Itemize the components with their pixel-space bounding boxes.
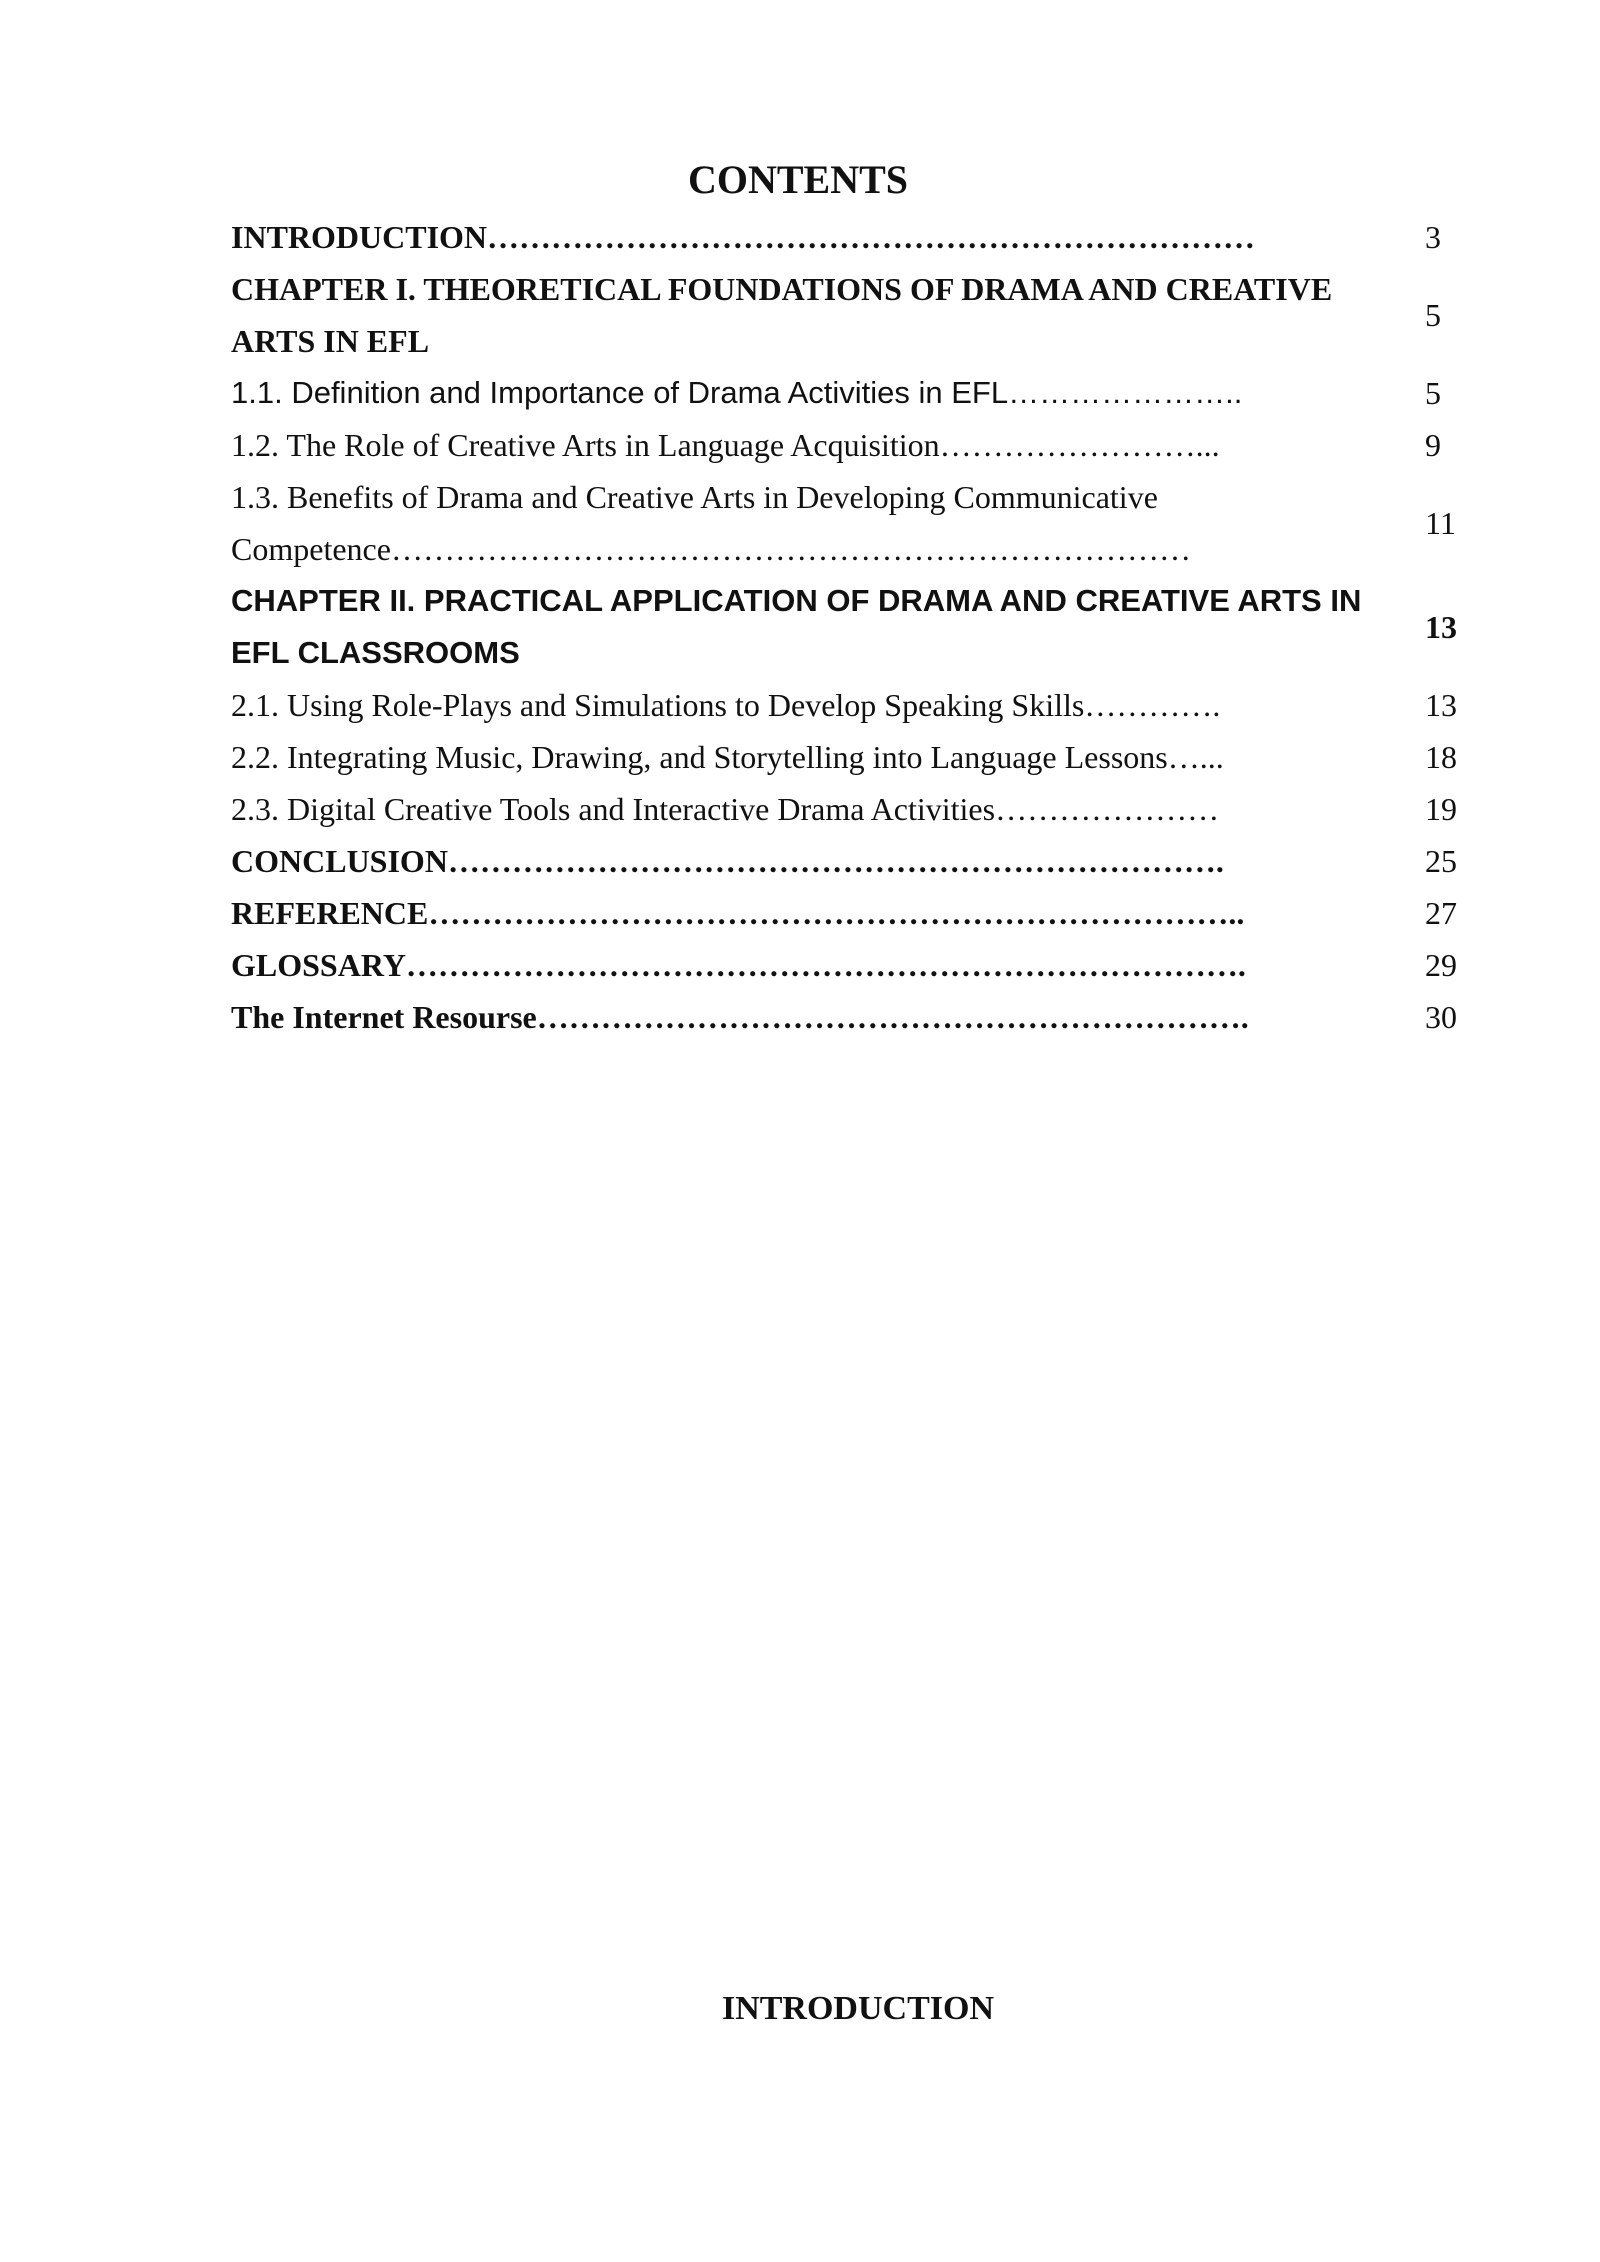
toc-entry-text: 2.2. Integrating Music, Drawing, and Storytelling into Language Lessons…... [231,739,1224,775]
toc-entry-text: CONCLUSION………………………………………………………………. [231,843,1224,879]
toc-entry-glossary [231,939,1493,991]
toc-entry-section-1-3 [231,471,1493,575]
toc-entry-page: 13 [1425,687,1457,723]
toc-entry-page: 19 [1425,791,1457,827]
toc-entry-text: 1.3. Benefits of Drama and Creative Arts in Developing Communicative Competence………………………………………………………………… [231,479,1191,567]
toc-entry-text: INTRODUCTION……………………………………………………………… [231,219,1256,255]
toc-entry-page: 5 [1425,375,1441,411]
toc-entry-text: CHAPTER I. THEORETICAL FOUNDATIONS OF DRAMA AND CREATIVE ARTS IN EFL [231,271,1339,359]
toc-entry-page: 29 [1425,947,1457,983]
toc-entry-text: 1.2. The Role of Creative Arts in Language Acquisition……………………... [231,427,1220,463]
toc-entry-chapter-1 [231,263,1493,367]
toc-entry-page: 5 [1425,297,1441,333]
toc-entry-page: 11 [1425,505,1456,541]
toc-entry-text: 2.1. Using Role-Plays and Simulations to Develop Speaking Skills…………. [231,687,1221,723]
toc-entry-conclusion [231,835,1493,887]
toc-entry-page: 25 [1425,843,1457,879]
toc-entry-section-2-2 [231,731,1493,783]
table-of-contents [231,211,1493,1043]
introduction-heading-text: INTRODUCTION [721,1990,995,2027]
toc-entry-text: 2.3. Digital Creative Tools and Interactive Drama Activities………………… [231,791,1220,827]
toc-entry-internet-resourse [231,991,1493,1043]
toc-entry-section-1-1 [231,367,1493,419]
introduction-heading [0,1985,1600,2033]
toc-entry-section-2-1 [231,679,1493,731]
toc-entry-page: 13 [1425,609,1457,645]
toc-entry-text: GLOSSARY……………………………………………………………………. [231,947,1246,983]
toc-entry-introduction [231,211,1493,263]
toc-entry-text: 1.1. Definition and Importance of Drama Activities in EFL………………….. [231,375,1243,410]
toc-entry-page: 27 [1425,895,1457,931]
toc-entry-page: 3 [1425,219,1441,255]
toc-entry-text: CHAPTER II. PRACTICAL APPLICATION OF DRAMA AND CREATIVE ARTS IN EFL CLASSROOMS [231,583,1370,670]
toc-entry-chapter-2 [231,575,1493,679]
toc-entry-text: REFERENCE………………………………………………………………….. [231,895,1245,931]
toc-entry-text: The Internet Resourse…………………………………………………………. [231,999,1249,1035]
toc-entry-page: 30 [1425,999,1457,1035]
toc-entry-page: 18 [1425,739,1457,775]
contents-title-text: CONTENTS [687,157,909,202]
toc-entry-section-1-2 [231,419,1493,471]
toc-entry-section-2-3 [231,783,1493,835]
contents-title [0,152,1600,208]
toc-entry-reference [231,887,1493,939]
toc-entry-page: 9 [1425,427,1441,463]
